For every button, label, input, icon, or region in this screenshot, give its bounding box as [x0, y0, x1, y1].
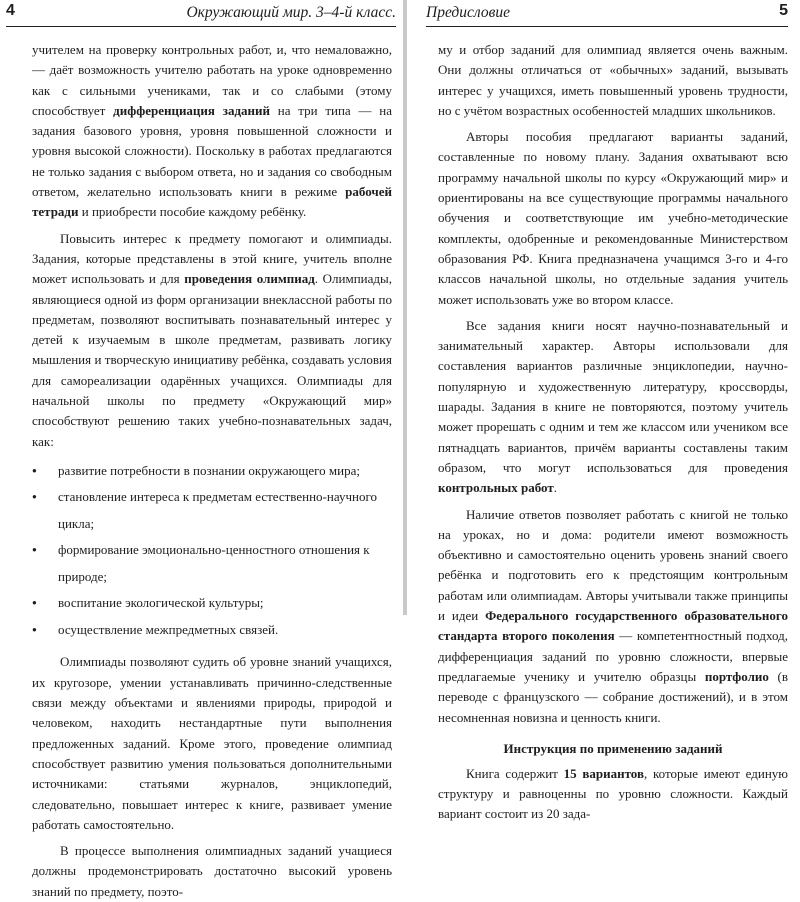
- running-head: [6, 2, 396, 27]
- page-number: 5: [779, 2, 788, 19]
- paragraph: Книга содержит 15 вариантов, которые имеют единую структуру и равноценны по уровню сложности. Каждый вариант состоит из 20 зада-: [438, 765, 788, 822]
- bullet-list: [32, 458, 392, 644]
- bold-term: портфолио: [704, 668, 769, 684]
- page-body: [438, 40, 788, 825]
- paragraph: Повысить интерес к предмету помогают и олимпиады. Задания, которые представлены в этой книге, учитель вполне может использовать и для проведения олимпиад. Олимпиады, являющиеся одной из форм организации внеклассной работы по предметам, позволяют воспитывать познавательный интерес у детей к изучаемым в школе предметам, развивать логику мышления и творческую инициативу ребёнка, создавать условия для самореализации одарённых учащихся. Олимпиады для начальной школы по предмету «Окружающий мир» способствуют решению таких учебно-познавательных задач, как:: [32, 230, 393, 449]
- list-item: ● развитие потребности в познании окружающего мира;: [32, 458, 392, 485]
- bold-term: проведения олимпиад: [184, 271, 315, 287]
- bold-term: рабочей тетради: [32, 184, 392, 220]
- paragraph: В процессе выполнения олимпиадных заданий учащиеся должны продемонстрировать достаточно высокий уровень знаний по предмету, поэто-: [32, 843, 392, 899]
- right-page: [408, 0, 800, 822]
- list-item: ● формирование эмоционально-ценностного отношения к природе;: [32, 537, 392, 590]
- section-heading: Инструкция по применению заданий: [503, 740, 723, 756]
- list-item: ● воспитание экологической культуры;: [32, 590, 392, 617]
- paragraph: Все задания книги носят научно-познавательный и занимательный характер. Авторы использовали для составления вариантов различные энциклопедии, научно-популярную и художественную литературу, кроссворды, шарады. Задания в книге не повторяются, поэтому учитель может прорешать с одним и тем же классом или учеником все пятнадцать вариантов, причём варианты составлены таким образом, что могут использоваться для проведения контрольных работ.: [438, 317, 788, 496]
- paragraph: Олимпиады позволяют судить об уровне знаний учащихся, их кругозоре, умении устанавливать причинно-следственные связи между объектами и явлениями природы, природой и человеком, находить нестандартные пути выполнения предложенных заданий. Кроме этого, проведение олимпиад способствует развитию умения пользоваться дополнительными источниками: статьями журналов, энциклопедий, следовательно, повышает интерес к книге, развивает умение работать самостоятельно.: [32, 654, 392, 832]
- page-body: [32, 40, 392, 902]
- list-item: ● становление интереса к предметам естественно-научного цикла;: [32, 484, 392, 537]
- paragraph: му и отбор заданий для олимпиад является очень важным. Они должны отличаться от «обычных» заданий, вызывать интерес у учащихся, иметь повышенный уровень трудности, но с учётом возрастных особенностей младших школьников.: [438, 42, 788, 118]
- bold-term: 15 вариантов: [563, 765, 644, 781]
- list-item: ● осуществление межпредметных связей.: [32, 617, 392, 644]
- page-number: 4: [6, 2, 15, 19]
- bold-term: Федерального государственного образовательного стандарта второго поколения: [438, 608, 788, 644]
- paragraph: Авторы пособия предлагают варианты заданий, составленные по новому плану. Задания охватывают всю программу начальной школы по курсу «Окружающий мир» и ориентированы на все существующие программы начального обучения и соответствующие им учебно-методические комплекты, одобренные и рекомендованные Министерством образования РФ. Книга предназначена учащимся 3-го и 4-го классов начальной школы, но отдельные задания учитель может использовать уже во втором классе.: [438, 129, 788, 307]
- bold-term: контрольных работ: [438, 480, 554, 496]
- running-head: [426, 2, 788, 27]
- running-head-title: Предисловие: [426, 4, 510, 21]
- paragraph: Наличие ответов позволяет работать с книгой не только на уроках, но и дома: родители имеют возможность объективно и самостоятельно оценить уровень знаний своего ребёнка и подготовить его к предстоящим контрольным работам или олимпиадам. Авторы учитывали также принципы и идеи Федерального государственного образовательного стандарта второго поколения — компетентностный подход, дифференциация заданий по уровню сложности, впервые предлагаемые ученику и учителю образцы портфолио (в переводе с французского — собрание достижений), и в этом несомненная новизна и ценность книги.: [438, 506, 789, 725]
- paragraph: учителем на проверку контрольных работ, и, что немаловажно, — даёт возможность учителю работать на уроке одновременно как с сильными учениками, так и со слабыми (этому способствует дифференциация заданий на три типа — на задания базового уровня, уровня повышенной сложности и уровня высокой сложности). Поскольку в работах предлагаются не только задания с выбором ответа, но и задания со свободным ответом, желательно использовать книги в режиме рабочей тетради и приобрести пособие каждому ребёнку.: [32, 42, 392, 220]
- running-head-title: Окружающий мир. 3–4-й класс.: [186, 4, 396, 21]
- bold-term: дифференциация заданий: [113, 102, 270, 118]
